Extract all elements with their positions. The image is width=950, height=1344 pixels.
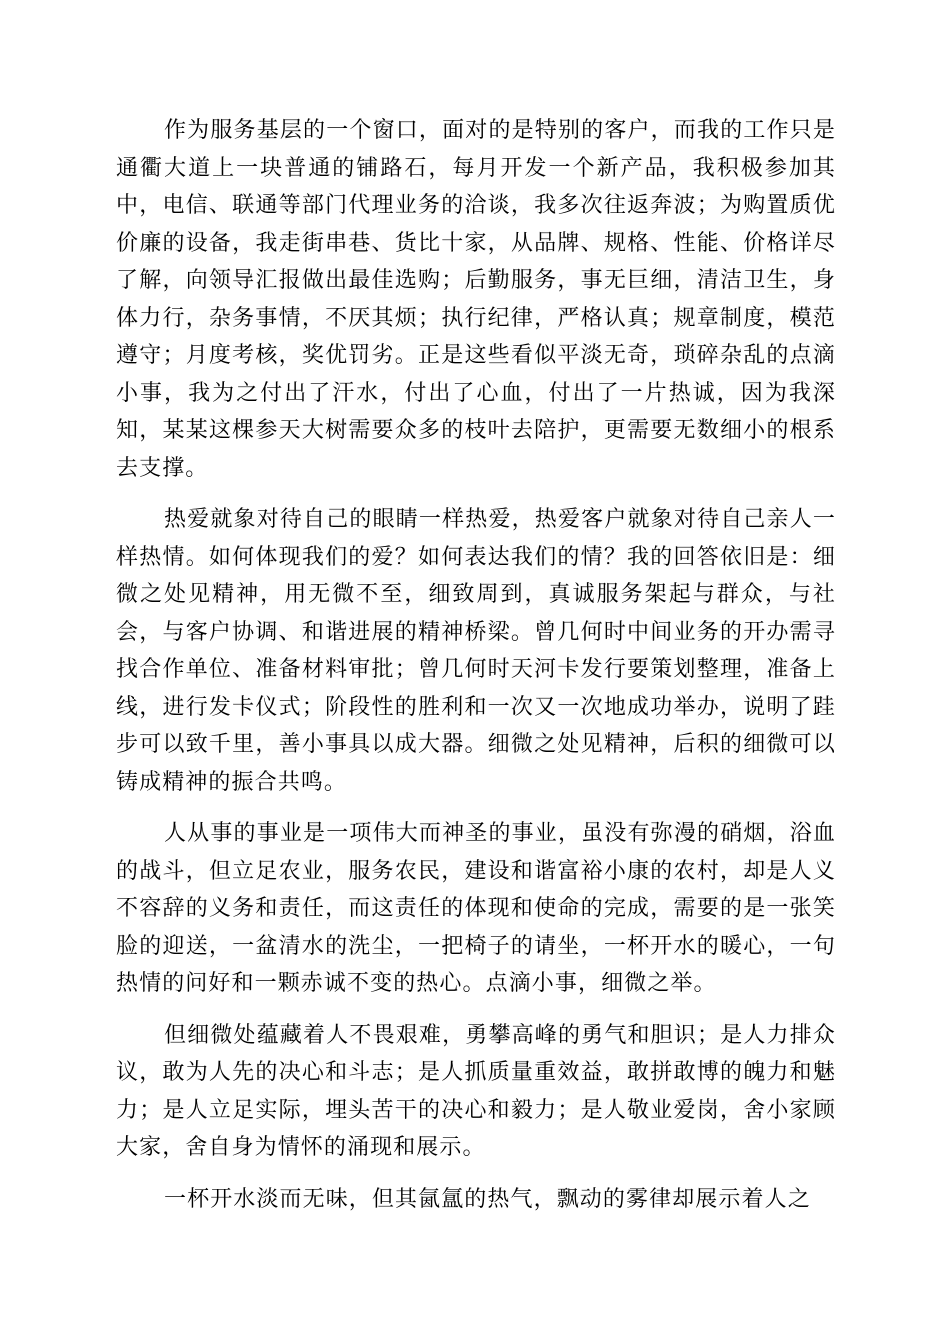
paragraph-1: 作为服务基层的一个窗口，面对的是特别的客户，而我的工作只是通衢大道上一块普通的铺路石，每月开发一个新产品，我积极参加其中，电信、联通等部门代理业务的洽谈，我多次往返奔波；为购置质优价廉的设备，我走街串巷、货比十家，从品牌、规格、性能、价格详尽了解，向领导汇报做出最佳选购；后勤服务，事无巨细，清洁卫生，身体力行，杂务事情，不厌其烦；执行纪律，严格认真；规章制度，模范遵守；月度考核，奖优罚劣。正是这些看似平淡无奇，琐碎杂乱的点滴小事，我为之付出了汗水，付出了心血，付出了一片热诚，因为我深知，某某这棵参天大树需要众多的枝叶去陪护，更需要无数细小的根系去支撑。 — [116, 118, 836, 481]
paragraph-5: 一杯开水淡而无味，但其氤氲的热气，飘动的雾律却展示着人之 — [164, 1186, 811, 1212]
paragraph-2: 热爱就象对待自己的眼睛一样热爱，热爱客户就象对待自己亲人一样热情。如何体现我们的爱？如何表达我们的情？我的回答依旧是：细微之处见精神，用无微不至，细致周到，真诚服务架起与群众，与社会，与客户协调、和谐进展的精神桥梁。曾几何时中间业务的开办需寻找合作单位、准备材料审批；曾几何时天河卡发行要策划整理，准备上线，进行发卡仪式；阶段性的胜利和一次又一次地成功举办，说明了跬步可以致千里，善小事具以成大器。细微之处见精神，后积的细微可以铸成精神的振合共鸣。 — [116, 507, 836, 795]
paragraph-3: 人从事的事业是一项伟大而神圣的事业，虽没有弥漫的硝烟，浴血的战斗，但立足农业，服务农民，建设和谐富裕小康的农村，却是人义不容辞的义务和责任，而这责任的体现和使命的完成，需要的是一张笑脸的迎送，一盆清水的洗尘，一把椅子的请坐，一杯开水的暖心，一句热情的问好和一颗赤诚不变的热心。点滴小事，细微之举。 — [116, 821, 836, 996]
document-body — [116, 112, 836, 1232]
paragraph-4: 但细微处蕴藏着人不畏艰难，勇攀高峰的勇气和胆识；是人力排众议，敢为人先的决心和斗志；是人抓质量重效益，敢拼敢博的魄力和魅力；是人立足实际，埋头苦干的决心和毅力；是人敬业爱岗，舍小家顾大家，舍自身为情怀的涌现和展示。 — [116, 1022, 836, 1160]
